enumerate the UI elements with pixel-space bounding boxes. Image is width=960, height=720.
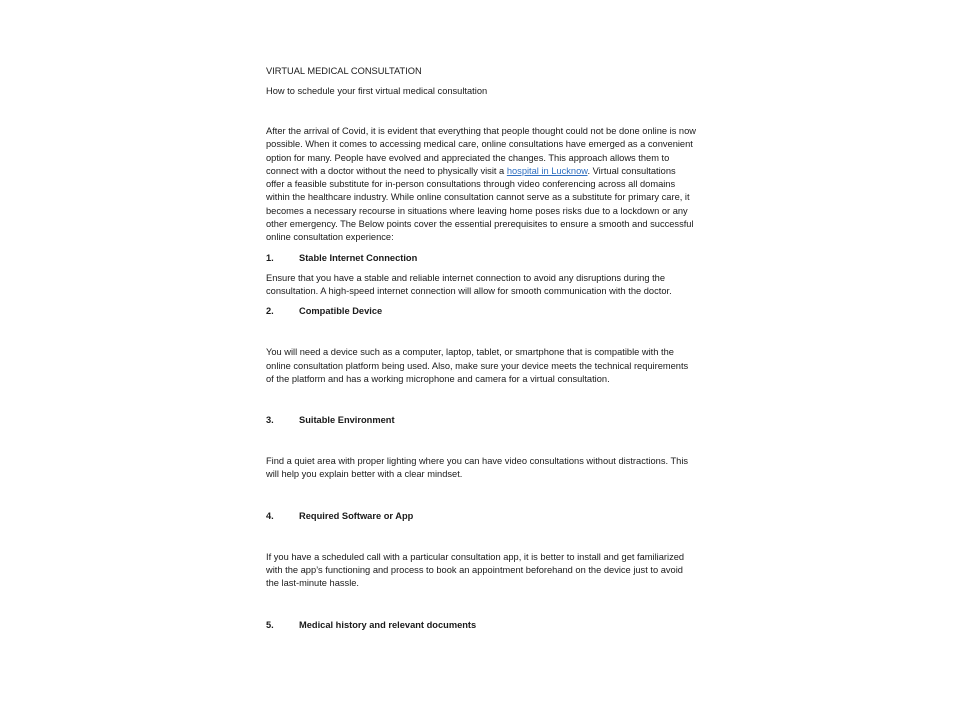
hospital-link[interactable]: hospital in Lucknow <box>506 165 588 176</box>
section-title: Compatible Device <box>299 306 383 317</box>
section-number: 5. <box>266 619 274 630</box>
section-heading-3 <box>266 414 696 427</box>
section-number: 1. <box>266 252 274 263</box>
document-title: VIRTUAL MEDICAL CONSULTATION <box>266 66 422 76</box>
section-heading-2 <box>266 305 696 318</box>
section-body-3: Find a quiet area with proper lighting where you can have video consultations without distractions. This will help you explain better with a clear mindset. <box>266 456 689 480</box>
document-subtitle: How to schedule your first virtual medical consultation <box>266 86 488 96</box>
section-number: 4. <box>266 510 274 521</box>
section-title: Suitable Environment <box>299 415 395 426</box>
section-heading-4 <box>266 510 696 523</box>
section-title: Required Software or App <box>299 510 414 521</box>
intro-text-after-link: . Virtual consultations offer a feasible substitute for in-person consultations through video conferencing across all domains within the healthcare industry. While online consultation cannot serve as a substitute for primary care, it becomes a necessary recourse in situations where leaving home poses risks due to a lockdown or any other emergency. The Below points cover the essential prerequisites to ensure a smooth and successful online consultation experience: <box>266 165 694 243</box>
section-title: Stable Internet Connection <box>299 252 418 263</box>
section-number: 3. <box>266 415 274 426</box>
section-body-2: You will need a device such as a computer, laptop, tablet, or smartphone that is compatible with the online consultation platform being used. Also, make sure your device meets the technical requirements of the platform and has a working microphone and camera for a virtual consultation. <box>266 347 689 384</box>
section-body-1: Ensure that you have a stable and reliable internet connection to avoid any disruptions during the consultation. A high-speed internet connection will allow for smooth communication with the doctor. <box>266 272 672 296</box>
section-heading-5 <box>266 619 696 632</box>
section-title: Medical history and relevant documents <box>299 619 477 630</box>
document-page <box>266 65 696 632</box>
section-heading-1 <box>266 252 696 265</box>
section-number: 2. <box>266 306 274 317</box>
section-body-4: If you have a scheduled call with a particular consultation app, it is better to install and get familiarized with the app’s functioning and process to book an appointment beforehand on the device just to avoid the last-minute hassle. <box>266 551 685 589</box>
intro-text-before-link: After the arrival of Covid, it is evident that everything that people thought could not be done online is now possible. When it comes to accessing medical care, online consultations have emerged as a convenient option for many. People have evolved and appreciated the changes. This approach allows them to connect with a doctor without the need to physically visit a <box>266 126 696 176</box>
intro-paragraph <box>266 125 696 245</box>
